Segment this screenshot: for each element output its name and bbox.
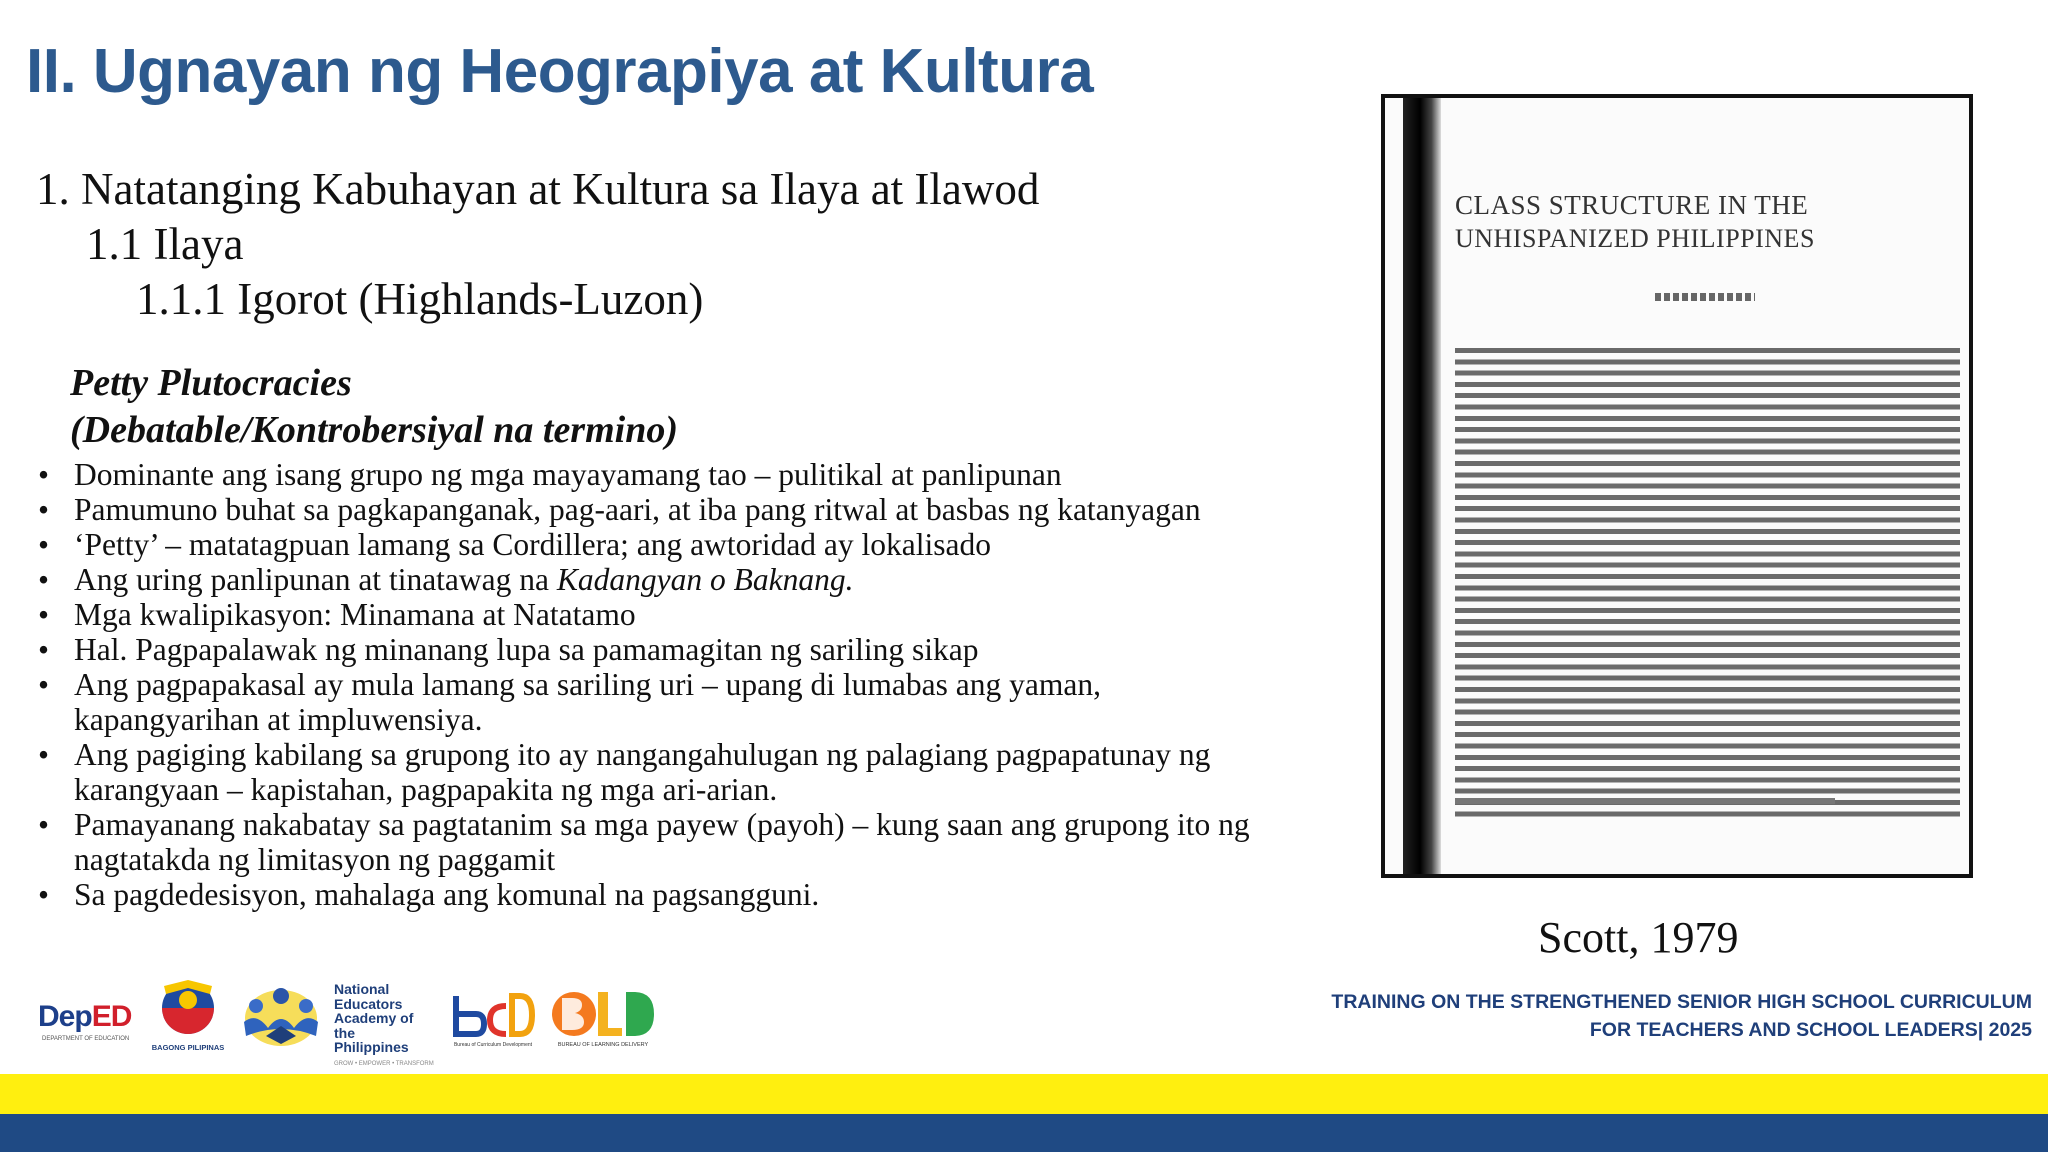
subheading-line-1: Petty Plutocracies xyxy=(70,362,352,404)
bullet-item: • Ang uring panlipunan at tinatawag na Kadangyan o Baknang. xyxy=(38,562,854,597)
footer-blue-band xyxy=(0,1114,2048,1152)
article-author-scribble xyxy=(1655,293,1755,301)
article-body-text-lines xyxy=(1455,348,1960,818)
training-line-2: FOR TEACHERS AND SCHOOL LEADERS| 2025 xyxy=(1589,1019,2032,1041)
scanned-article-image xyxy=(1381,94,1973,878)
bagong-pilipinas-logo xyxy=(152,978,224,1056)
bullet-item: • ‘Petty’ – matatagpuan lamang sa Cordillera; ang awtoridad ay lokalisado xyxy=(38,527,992,562)
bullet-item: • Hal. Pagpapalawak ng minanang lupa sa pamamagitan ng sariling sikap xyxy=(38,632,979,667)
bld-logo xyxy=(548,988,658,1050)
bcd-subtitle: Bureau of Curriculum Development xyxy=(453,1042,533,1048)
book-spine-shadow xyxy=(1403,98,1441,874)
bullet-item: • Ang pagpapakasal ay mula lamang sa sariling uri – upang di lumabas ang yaman, kapangyarihan at impluwensiya. xyxy=(38,667,1101,737)
bld-subtitle: BUREAU OF LEARNING DELIVERY xyxy=(557,1042,649,1048)
training-line-1: TRAINING ON THE STRENGTHENED SENIOR HIGH SCHOOL CURRICULUM xyxy=(1331,991,2032,1013)
slide-title: II. Ugnayan ng Heograpiya at Kultura xyxy=(26,37,1094,106)
neap-logo-emblem xyxy=(236,982,326,1048)
bullet-list xyxy=(36,457,1286,912)
deped-logo: DepED DEPARTMENT OF EDUCATION xyxy=(38,1000,132,1042)
image-caption: Scott, 1979 xyxy=(1538,913,1739,962)
outline-level-1: 1. Natatanging Kabuhayan at Kultura sa Ilaya at Ilawod xyxy=(36,164,1040,214)
bcd-logo xyxy=(450,988,536,1050)
article-footnote-line xyxy=(1455,798,1835,804)
bullet-item: • Dominante ang isang grupo ng mga mayayamang tao – pulitikal at panlipunan xyxy=(38,457,1062,492)
article-heading-line-2: UNHISPANIZED PHILIPPINES xyxy=(1455,224,1815,253)
neap-logo-text: National Educators Academy of the Philippines GROW • EMPOWER • TRANSFORM xyxy=(334,981,434,1067)
training-footer-text xyxy=(1331,988,2032,1044)
bullet-item: • Ang pagiging kabilang sa grupong ito ay nangangahulugan ng palagiang pagpapatunay ng karangyaan – kapistahan, pagpapakita ng mga ari-arian. xyxy=(38,737,1211,807)
subheading xyxy=(70,360,678,454)
outline-level-3: 1.1.1 Igorot (Highlands-Luzon) xyxy=(136,274,704,324)
bullet-item: • Mga kwalipikasyon: Minamana at Natatamo xyxy=(38,597,636,632)
bullet-item: • Sa pagdedesisyon, mahalaga ang komunal na pagsangguni. xyxy=(38,877,820,912)
italic-term: Kadangyan o Baknang. xyxy=(556,562,854,597)
bagong-pilipinas-text: BAGONG PILIPINAS xyxy=(152,1043,224,1052)
article-heading-line-1: CLASS STRUCTURE IN THE xyxy=(1455,190,1809,220)
outline-level-2: 1.1 Ilaya xyxy=(86,219,244,269)
bullet-item: • Pamayanang nakabatay sa pagtatanim sa mga payew (payoh) – kung saan ang grupong ito ng nagtatakda ng limitasyon ng paggamit xyxy=(38,807,1250,877)
bullet-item: • Pamumuno buhat sa pagkapanganak, pag-aari, at iba pang ritwal at basbas ng katanyagan xyxy=(38,492,1201,527)
topic-outline xyxy=(36,162,1039,327)
footer-yellow-band xyxy=(0,1074,2048,1114)
subheading-line-2: (Debatable/Kontrobersiyal na termino) xyxy=(70,409,678,451)
